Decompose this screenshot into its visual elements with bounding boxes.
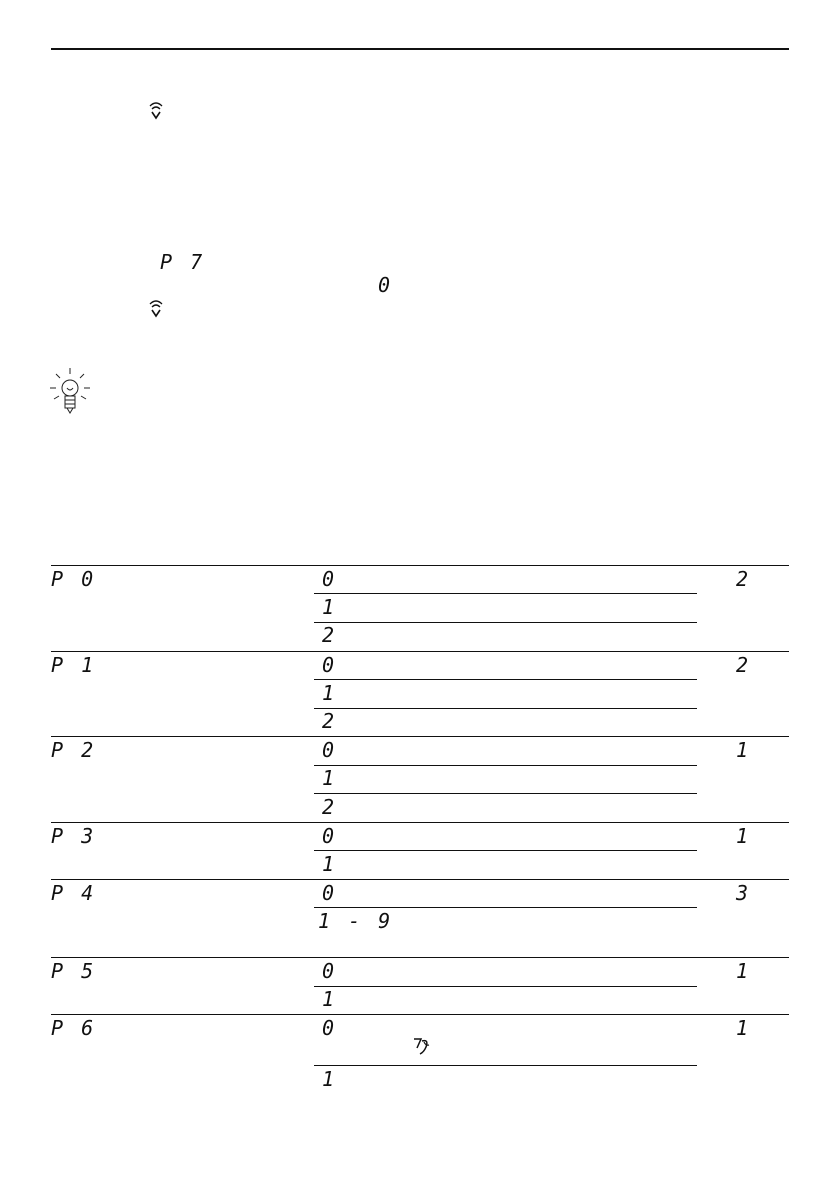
row-default: 2 (736, 653, 752, 677)
display-p7: P 7 (160, 250, 206, 274)
lightbulb-icon (48, 366, 92, 423)
row-value: 1 (322, 852, 338, 876)
row-default: 1 (736, 1016, 752, 1040)
row-value: 0 (322, 881, 338, 905)
row-code: P 1 (51, 653, 97, 677)
row-value: 1 (322, 766, 338, 790)
row-value: 1 (322, 595, 338, 619)
row-default: 1 (736, 824, 752, 848)
row-value: 1 (322, 681, 338, 705)
row-value: 0 (322, 567, 338, 591)
header-rule (51, 48, 789, 50)
row-default: 2 (736, 567, 752, 591)
row-value: 2 (322, 709, 338, 733)
row-default: 1 (736, 738, 752, 762)
fan-power-icon (148, 100, 164, 125)
row-value: 0 (322, 738, 338, 762)
row-value: 1 (322, 1067, 338, 1091)
fan-power-icon (148, 298, 164, 323)
row-default: 3 (736, 881, 752, 905)
row-code: P 0 (51, 567, 97, 591)
row-code: P 3 (51, 824, 97, 848)
fan-mode-icon (410, 1036, 434, 1063)
row-value: 1 (322, 987, 338, 1011)
row-value: 2 (322, 795, 338, 819)
row-value: 2 (322, 623, 338, 647)
row-value: 1 - 9 (318, 909, 394, 933)
row-code: P 6 (51, 1016, 97, 1040)
row-value: 0 (322, 959, 338, 983)
row-value: 0 (322, 653, 338, 677)
row-default: 1 (736, 959, 752, 983)
row-code: P 2 (51, 738, 97, 762)
row-code: P 4 (51, 881, 97, 905)
row-value: 0 (322, 1016, 338, 1040)
display-zero: 0 (378, 273, 394, 297)
table-top-rule (51, 565, 789, 566)
row-value: 0 (322, 824, 338, 848)
row-code: P 5 (51, 959, 97, 983)
